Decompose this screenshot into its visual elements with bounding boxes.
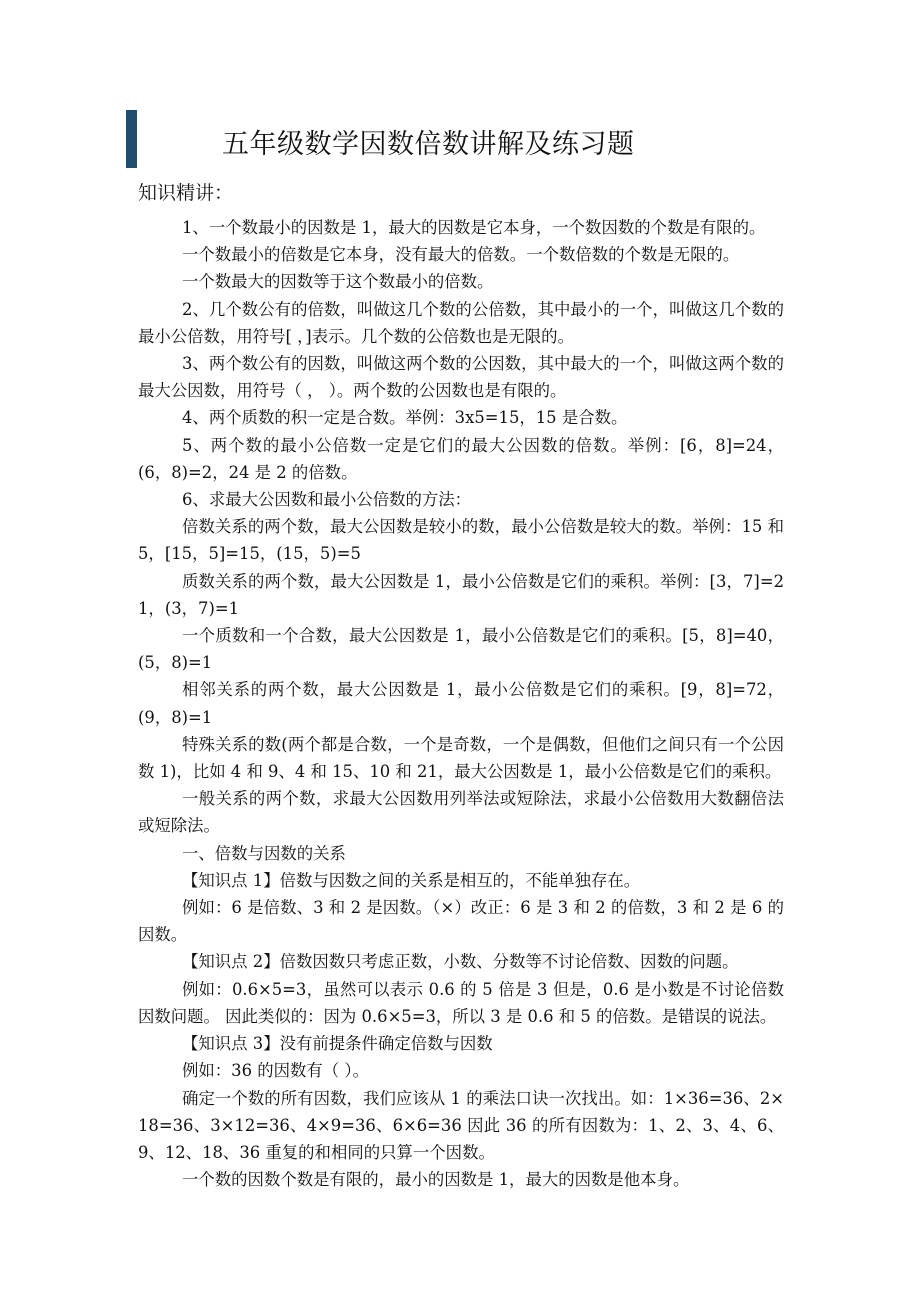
section-heading: 知识精讲： <box>138 182 234 204</box>
example: 例如：6 是倍数、3 和 2 是因数。（×）改正：6 是 3 和 2 的倍数，3 和 2 是 6 的因数。 <box>138 898 784 945</box>
paragraph: 5、两个数的最小公倍数一定是它们的最大公因数的倍数。举例：[6，8]=24，(6，8)=2，24 是 2 的倍数。 <box>138 435 784 482</box>
paragraph: 确定一个数的所有因数，我们应该从 1 的乘法口诀一次找出。如：1×36=36、2×18=36、3×12=36、4×9=36、6×6=36 因此 36 的所有因数为：1、2、3、4、6、9、12、18、36 重复的和相同的只算一个因数。 <box>138 1088 784 1162</box>
paragraph: 一个数最小的倍数是它本身，没有最大的倍数。一个数倍数的个数是无限的。 <box>182 245 740 265</box>
paragraph: 1、一个数最小的因数是 1，最大的因数是它本身，一个数因数的个数是有限的。 <box>182 218 766 237</box>
subsection-heading: 一、倍数与因数的关系 <box>182 843 346 863</box>
title-accent-bar <box>126 110 137 168</box>
paragraph: 一个数的因数个数是有限的，最小的因数是 1，最大的因数是他本身。 <box>182 1170 690 1190</box>
paragraph: 4、两个质数的积一定是合数。举例：3x5=15，15 是合数。 <box>182 408 628 428</box>
knowledge-point: 【知识点 3】没有前提条件确定倍数与因数 <box>182 1034 493 1054</box>
example: 例如：36 的因数有（ ）。 <box>182 1061 369 1081</box>
document-body <box>138 214 784 1193</box>
knowledge-point: 【知识点 1】倍数与因数之间的关系是相互的，不能单独存在。 <box>182 870 641 890</box>
knowledge-point: 【知识点 2】倍数因数只考虑正数，小数、分数等不讨论倍数、因数的问题。 <box>182 952 739 972</box>
paragraph: 相邻关系的两个数，最大公因数是 1，最小公倍数是它们的乘积。[9，8]=72，(9，8)=1 <box>138 680 784 727</box>
paragraph: 一个质数和一个合数，最大公因数是 1，最小公倍数是它们的乘积。[5，8]=40，(5，8)=1 <box>138 626 784 673</box>
paragraph: 6、求最大公因数和最小公倍数的方法： <box>182 490 472 510</box>
paragraph: 2、几个数公有的倍数，叫做这几个数的公倍数，其中最小的一个，叫做这几个数的最小公倍数，用符号[ ，]表示。几个数的公倍数也是无限的。 <box>138 299 784 346</box>
paragraph: 一个数最大的因数等于这个数最小的倍数。 <box>182 272 494 292</box>
paragraph: 一般关系的两个数，求最大公因数用列举法或短除法，求最小公倍数用大数翻倍法或短除法。 <box>138 789 784 836</box>
paragraph: 特殊关系的数(两个都是合数，一个是奇数，一个是偶数，但他们之间只有一个公因数 1)，比如 4 和 9、4 和 15、10 和 21，最大公因数是 1，最小公倍数是它们的乘积。 <box>138 734 784 782</box>
document-title: 五年级数学因数倍数讲解及练习题 <box>222 129 635 160</box>
paragraph: 倍数关系的两个数，最大公因数是较小的数，最小公倍数是较大的数。举例：15 和 5，[15，5]=15，(15，5)=5 <box>138 517 784 564</box>
paragraph: 质数关系的两个数，最大公因数是 1，最小公倍数是它们的乘积。举例：[3，7]=21，(3，7)=1 <box>138 571 784 618</box>
paragraph: 3、两个数公有的因数，叫做这两个数的公因数，其中最大的一个，叫做这两个数的最大公因数，用符号（ ， ）。两个数的公因数也是有限的。 <box>138 354 784 401</box>
example: 例如：0.6×5=3，虽然可以表示 0.6 的 5 倍是 3 但是，0.6 是小数是不讨论倍数因数问题。 因此类似的：因为 0.6×5=3，所以 3 是 0.6 和 5 的倍数。是错误的说法。 <box>138 979 784 1026</box>
